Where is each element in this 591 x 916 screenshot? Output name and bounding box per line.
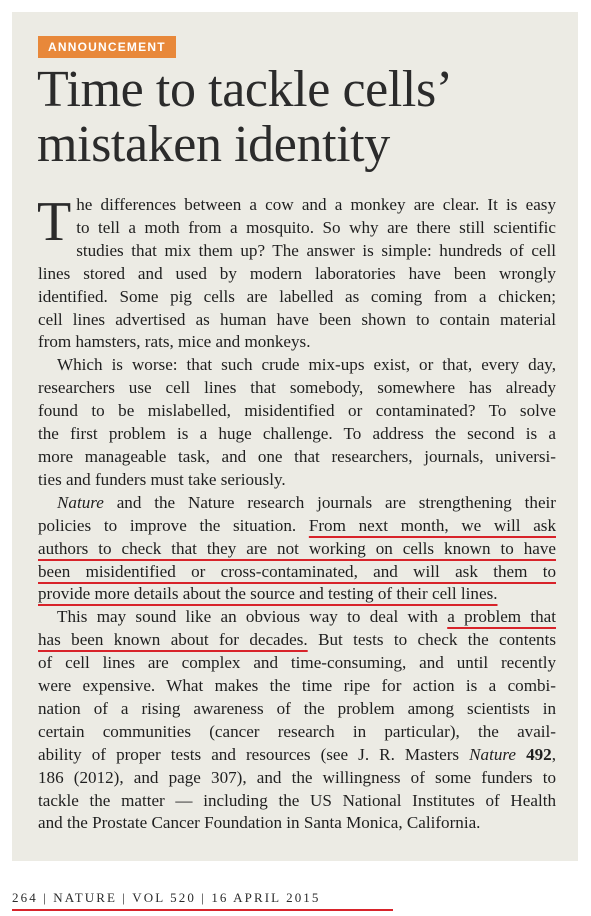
highlighted-text: a problem that [447,607,557,627]
text-line: nation of a rising awareness of the problem among scientists in [38,698,556,718]
text-run: ability of proper tests and resources (see J. R. Masters [38,744,470,764]
text-line: and the Prostate Cancer Foundation in Santa Monica, California. [38,813,481,833]
article-body [37,191,557,835]
text-line [38,629,556,652]
text-line: were expensive. What makes the time ripe for action is a combi- [38,676,556,696]
drop-cap: T [37,191,72,253]
text-line [38,561,556,584]
text-line [38,606,556,629]
text-run: and the Nature research journals are strengthening their [103,492,556,512]
text-line: ties and funders must take seriously. [38,469,286,489]
text-line [38,515,556,538]
highlighted-text: From next month, we will ask [308,515,556,535]
text-line [38,744,556,767]
paragraph-4 [38,606,556,835]
text-run: policies to improve the situation. [38,515,309,535]
text-line [38,492,556,515]
text-line: lines stored and used by modern laboratories have been wrongly [38,263,556,283]
journal-name: Nature [469,744,516,764]
text-line: to tell a moth from a mosquito. So why are there still scientific [76,217,556,237]
text-line: more manageable task, and one that researchers, journals, universi- [38,446,556,466]
article-title [37,62,567,172]
text-line: he differences between a cow and a monkey are clear. It is easy [76,195,556,214]
text-run: But tests to check the contents [307,630,556,650]
paragraph-1 [37,191,556,354]
highlighted-text: been misidentified or cross-contaminated, and will ask them to [38,561,556,581]
text-line: researchers use cell lines that somebody, somewhere has already [38,378,556,398]
text-run: , [551,744,556,764]
text-run: This may sound like an obvious way to deal with [57,607,448,627]
text-line: identified. Some pig cells are labelled as coming from a chicken; [38,286,556,306]
highlighted-text: authors to check that they are not working on cells known to have [38,538,556,558]
text-line: found to be mislabelled, misidentified or contaminated? To solve [38,401,556,421]
text-line: the first problem is a huge challenge. To address the second is a [38,424,556,444]
footer-rule [12,909,393,911]
highlighted-text: provide more details about the source and testing of their cell lines. [38,584,498,604]
text-line: cell lines advertised as human have been shown to contain material [38,309,556,329]
text-line: certain communities (cancer research in particular), the avail- [38,721,556,741]
text-line [38,583,556,606]
highlighted-text: has been known about for decades. [38,630,308,650]
paragraph-2 [38,354,556,491]
text-line: from hamsters, rats, mice and monkeys. [38,332,311,352]
page-footer: 264 | NATURE | VOL 520 | 16 APRIL 2015 [12,890,321,905]
text-line: Which is worse: that such crude mix-ups exist, or that, every day, [57,355,556,375]
journal-name: Nature [57,492,104,512]
text-line: of cell lines are complex and time-consuming, and until recently [38,653,556,673]
paragraph-3 [38,492,556,607]
text-line: tackle the matter — including the US National Institutes of Health [38,790,556,810]
text-line: 186 (2012), and page 307), and the willingness of some funders to [38,767,556,787]
volume-number: 492 [526,744,552,764]
title-line-2: mistaken identity [37,116,390,173]
announcement-badge: ANNOUNCEMENT [38,36,176,58]
text-line: studies that mix them up? The answer is simple: hundreds of cell [76,240,556,260]
title-line-1: Time to tackle cells’ [37,61,453,118]
text-line [38,538,556,561]
